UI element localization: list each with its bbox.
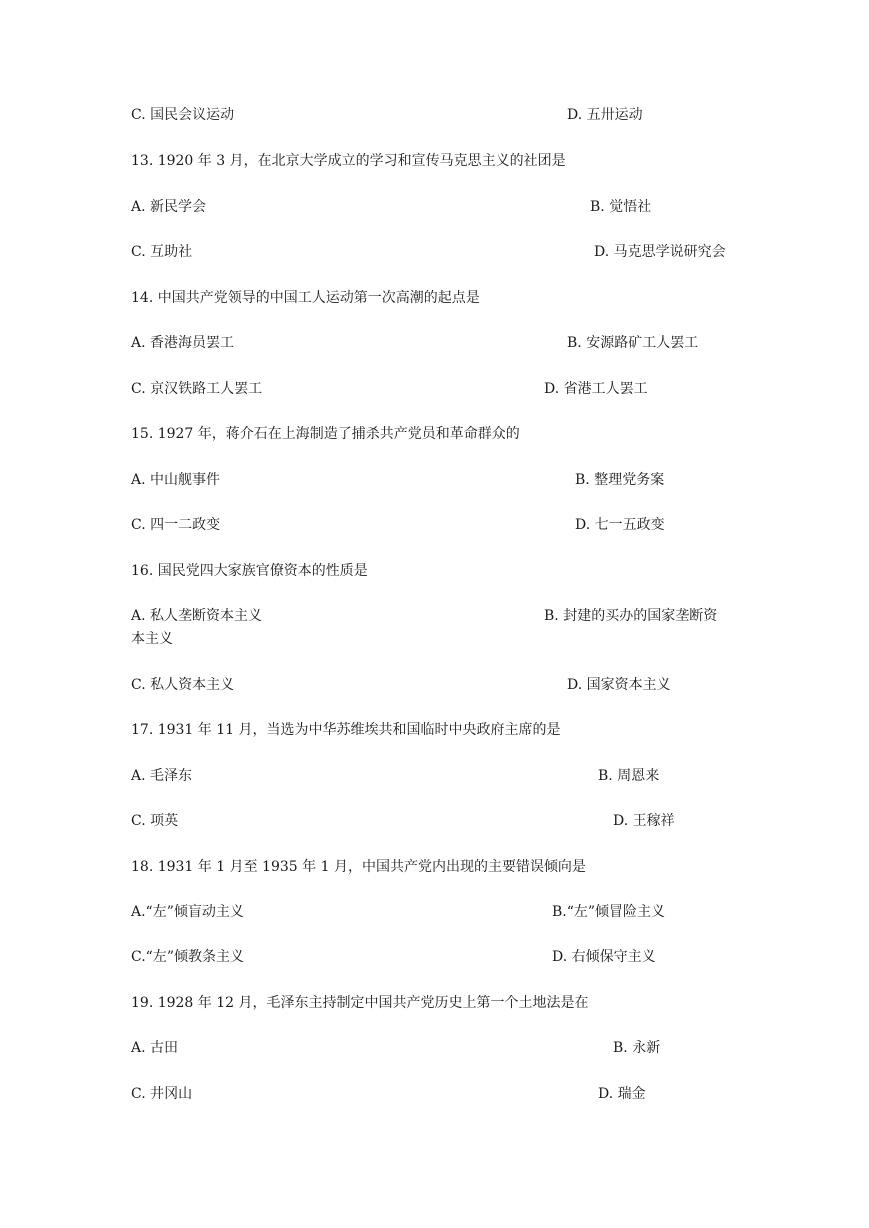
q16-stem: 16. 国民党四大家族官僚资本的性质是 — [131, 563, 368, 579]
q13-option-b: B. 觉悟社 — [590, 199, 652, 215]
q12-option-c: C. 国民会议运动 — [131, 107, 235, 123]
q14-option-c: C. 京汉铁路工人罢工 — [131, 381, 263, 397]
q15-stem: 15. 1927 年，蒋介石在上海制造了捕杀共产党员和革命群众的 — [131, 426, 520, 442]
q18-stem: 18. 1931 年 1 月至 1935 年 1 月，中国共产党内出现的主要错误倾向是 — [131, 859, 586, 875]
q19-option-a: A. 古田 — [131, 1040, 179, 1056]
q18-option-a: A.“左”倾盲动主义 — [131, 904, 244, 920]
q16-option-d: D. 国家资本主义 — [567, 677, 671, 693]
q15-option-a: A. 中山舰事件 — [131, 472, 221, 488]
q17-option-b: B. 周恩来 — [598, 768, 660, 784]
q12-option-d: D. 五卅运动 — [567, 107, 643, 123]
q15-option-c: C. 四一二政变 — [131, 517, 221, 533]
q13-option-d: D. 马克思学说研究会 — [594, 244, 726, 260]
q14-option-b: B. 安源路矿工人罢工 — [567, 335, 699, 351]
q18-option-c: C.“左”倾教条主义 — [131, 949, 244, 965]
q13-stem: 13. 1920 年 3 月，在北京大学成立的学习和宣传马克思主义的社团是 — [131, 153, 566, 169]
q16-option-a: A. 私人垄断资本主义 — [131, 608, 263, 624]
q18-option-b: B.“左”倾冒险主义 — [552, 904, 666, 920]
q14-option-a: A. 香港海员罢工 — [131, 335, 235, 351]
q16-option-b: B. 封建的买办的国家垄断资 — [544, 608, 718, 624]
q13-option-c: C. 互助社 — [131, 244, 193, 260]
q16-option-c: C. 私人资本主义 — [131, 677, 235, 693]
q19-option-c: C. 井冈山 — [131, 1086, 193, 1102]
q15-option-d: D. 七一五政变 — [575, 517, 665, 533]
q19-stem: 19. 1928 年 12 月，毛泽东主持制定中国共产党历史上第一个土地法是在 — [131, 995, 589, 1011]
q17-option-c: C. 项英 — [131, 813, 179, 829]
q17-option-d: D. 王稼祥 — [613, 813, 675, 829]
q19-option-d: D. 瑞金 — [598, 1086, 646, 1102]
q17-stem: 17. 1931 年 11 月，当选为中华苏维埃共和国临时中央政府主席的是 — [131, 722, 561, 738]
q14-option-d: D. 省港工人罢工 — [544, 381, 648, 397]
q17-option-a: A. 毛泽东 — [131, 768, 193, 784]
q19-option-b: B. 永新 — [613, 1040, 661, 1056]
q18-option-d: D. 右倾保守主义 — [552, 949, 656, 965]
q15-option-b: B. 整理党务案 — [575, 472, 665, 488]
q16-option-b-continued: 本主义 — [131, 631, 173, 647]
q14-stem: 14. 中国共产党领导的中国工人运动第一次高潮的起点是 — [131, 290, 480, 306]
q13-option-a: A. 新民学会 — [131, 199, 207, 215]
